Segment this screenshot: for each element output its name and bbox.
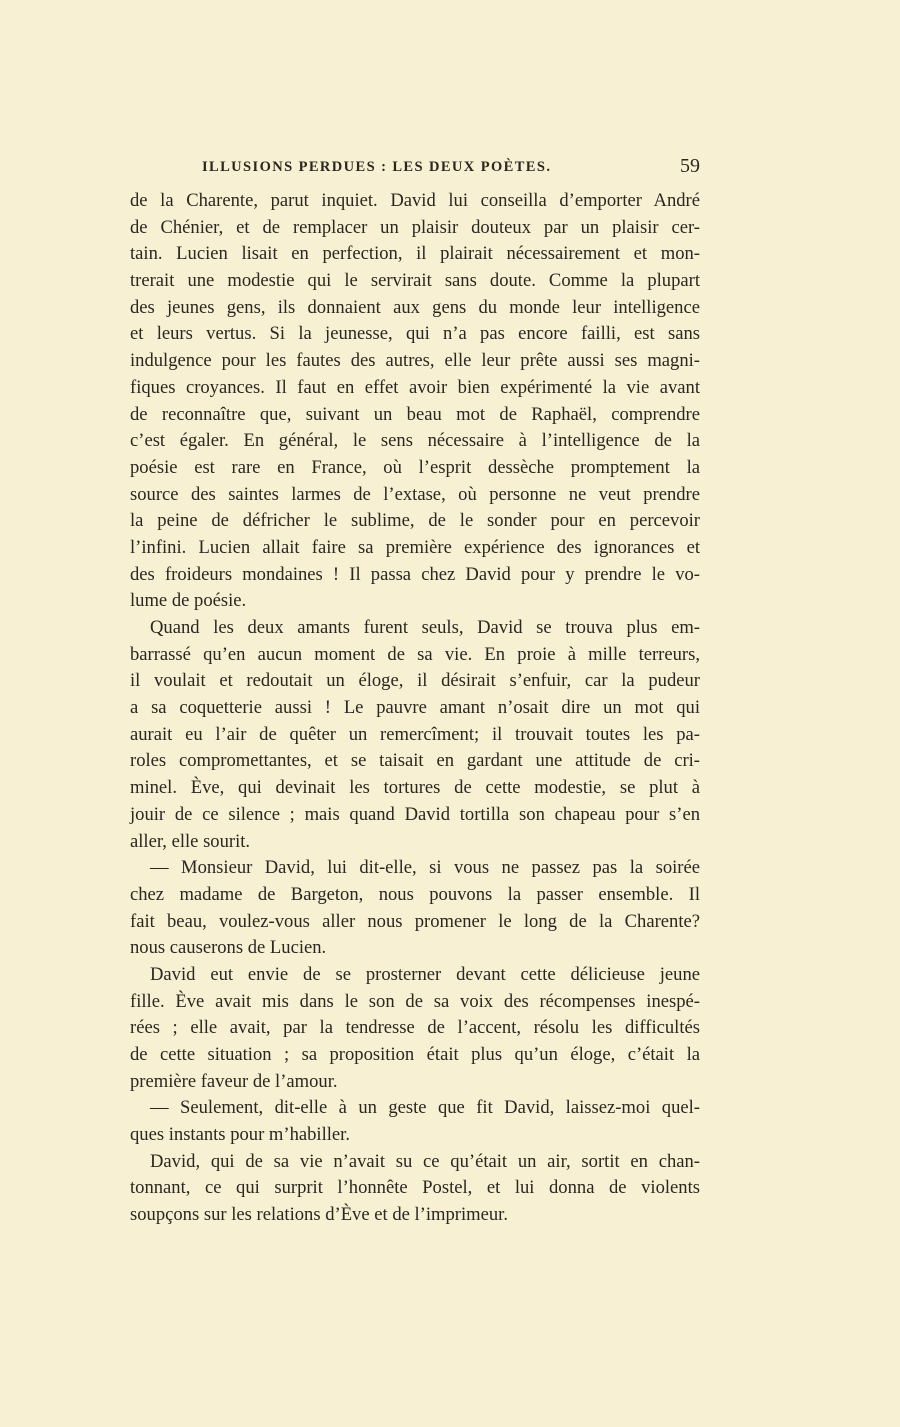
text-line: rées ; elle avait, par la tendresse de l’accent, résolu les difficultés	[130, 1017, 700, 1039]
running-title: ILLUSIONS PERDUES : LES DEUX POÈTES.	[202, 159, 552, 175]
text-line: David, qui de sa vie n’avait su ce qu’était un air, sortit en chan-	[150, 1150, 700, 1172]
text-line: fille. Ève avait mis dans le son de sa voix des récompenses inespé-	[130, 990, 700, 1012]
text-line: roles compromettantes, et se taisait en gardant une attitude de cri-	[130, 750, 700, 772]
text-line: tonnant, ce qui surprit l’honnête Postel, et lui donna de violents	[130, 1177, 700, 1199]
text-line: et leurs vertus. Si la jeunesse, qui n’a pas encore failli, est sans	[130, 323, 700, 345]
text-line: de cette situation ; sa proposition était plus qu’un éloge, c’était la	[130, 1044, 700, 1065]
text-line: l’infini. Lucien allait faire sa première expérience des ignorances et	[130, 536, 700, 558]
text-line: aller, elle sourit.	[130, 830, 251, 852]
running-header	[202, 155, 700, 183]
text-line: a sa coquetterie aussi ! Le pauvre amant n’osait dire un mot qui	[130, 697, 700, 719]
text-line: fiques croyances. Il faut en effet avoir bien expérimenté la vie avant	[130, 376, 700, 398]
text-line: indulgence pour les fautes des autres, elle leur prête aussi ses magni-	[130, 350, 700, 372]
page-number: 59	[680, 155, 700, 177]
text-line: chez madame de Bargeton, nous pouvons la passer ensemble. Il	[130, 883, 700, 905]
text-line: nous causerons de Lucien.	[130, 937, 327, 959]
text-line: — Seulement, dit-elle à un geste que fit David, laissez-moi quel-	[150, 1097, 700, 1119]
text-line: barrassé qu’en aucun moment de sa vie. En proie à mille terreurs,	[130, 643, 700, 665]
text-line: ques instants pour m’habiller.	[130, 1124, 350, 1146]
text-line: première faveur de l’amour.	[130, 1070, 338, 1092]
text-line: — Monsieur David, lui dit-elle, si vous ne passez pas la soirée	[150, 857, 700, 879]
body-text	[130, 188, 700, 1229]
text-line: il voulait et redoutait un éloge, il désirait s’enfuir, car la pudeur	[130, 670, 700, 692]
text-line: des jeunes gens, ils donnaient aux gens du monde leur intelligence	[130, 296, 700, 318]
text-line: jouir de ce silence ; mais quand David tortilla son chapeau pour s’en	[130, 803, 700, 825]
text-line: source des saintes larmes de l’extase, où personne ne veut prendre	[130, 483, 700, 505]
text-line: de la Charente, parut inquiet. David lui conseilla d’emporter André	[130, 190, 700, 211]
text-line: trerait une modestie qui le servirait sans doute. Comme la plupart	[130, 270, 700, 292]
text-line: poésie est rare en France, où l’esprit dessèche promptement la	[130, 456, 700, 478]
text-line: minel. Ève, qui devinait les tortures de cette modestie, se plut à	[130, 777, 700, 799]
text-line: des froideurs mondaines ! Il passa chez David pour y prendre le vo-	[130, 563, 700, 585]
text-line: lume de poésie.	[130, 590, 247, 612]
text-line: aurait eu l’air de quêter un remercîment; il trouvait toutes les pa-	[130, 723, 700, 745]
text-line: la peine de défricher le sublime, de le sonder pour en percevoir	[130, 510, 700, 532]
text-line: de Chénier, et de remplacer un plaisir douteux par un plaisir cer-	[130, 216, 700, 238]
text-line: fait beau, voulez-vous aller nous promener le long de la Charente?	[130, 910, 700, 932]
text-line: de reconnaître que, suivant un beau mot de Raphaël, comprendre	[130, 403, 700, 425]
text-line: tain. Lucien lisait en perfection, il plairait nécessairement et mon-	[130, 243, 700, 265]
text-line: soupçons sur les relations d’Ève et de l’imprimeur.	[130, 1204, 508, 1226]
text-line: c’est égaler. En général, le sens nécessaire à l’intelligence de la	[130, 430, 700, 452]
text-line: Quand les deux amants furent seuls, David se trouva plus em-	[150, 617, 700, 638]
text-line: David eut envie de se prosterner devant cette délicieuse jeune	[150, 963, 700, 985]
